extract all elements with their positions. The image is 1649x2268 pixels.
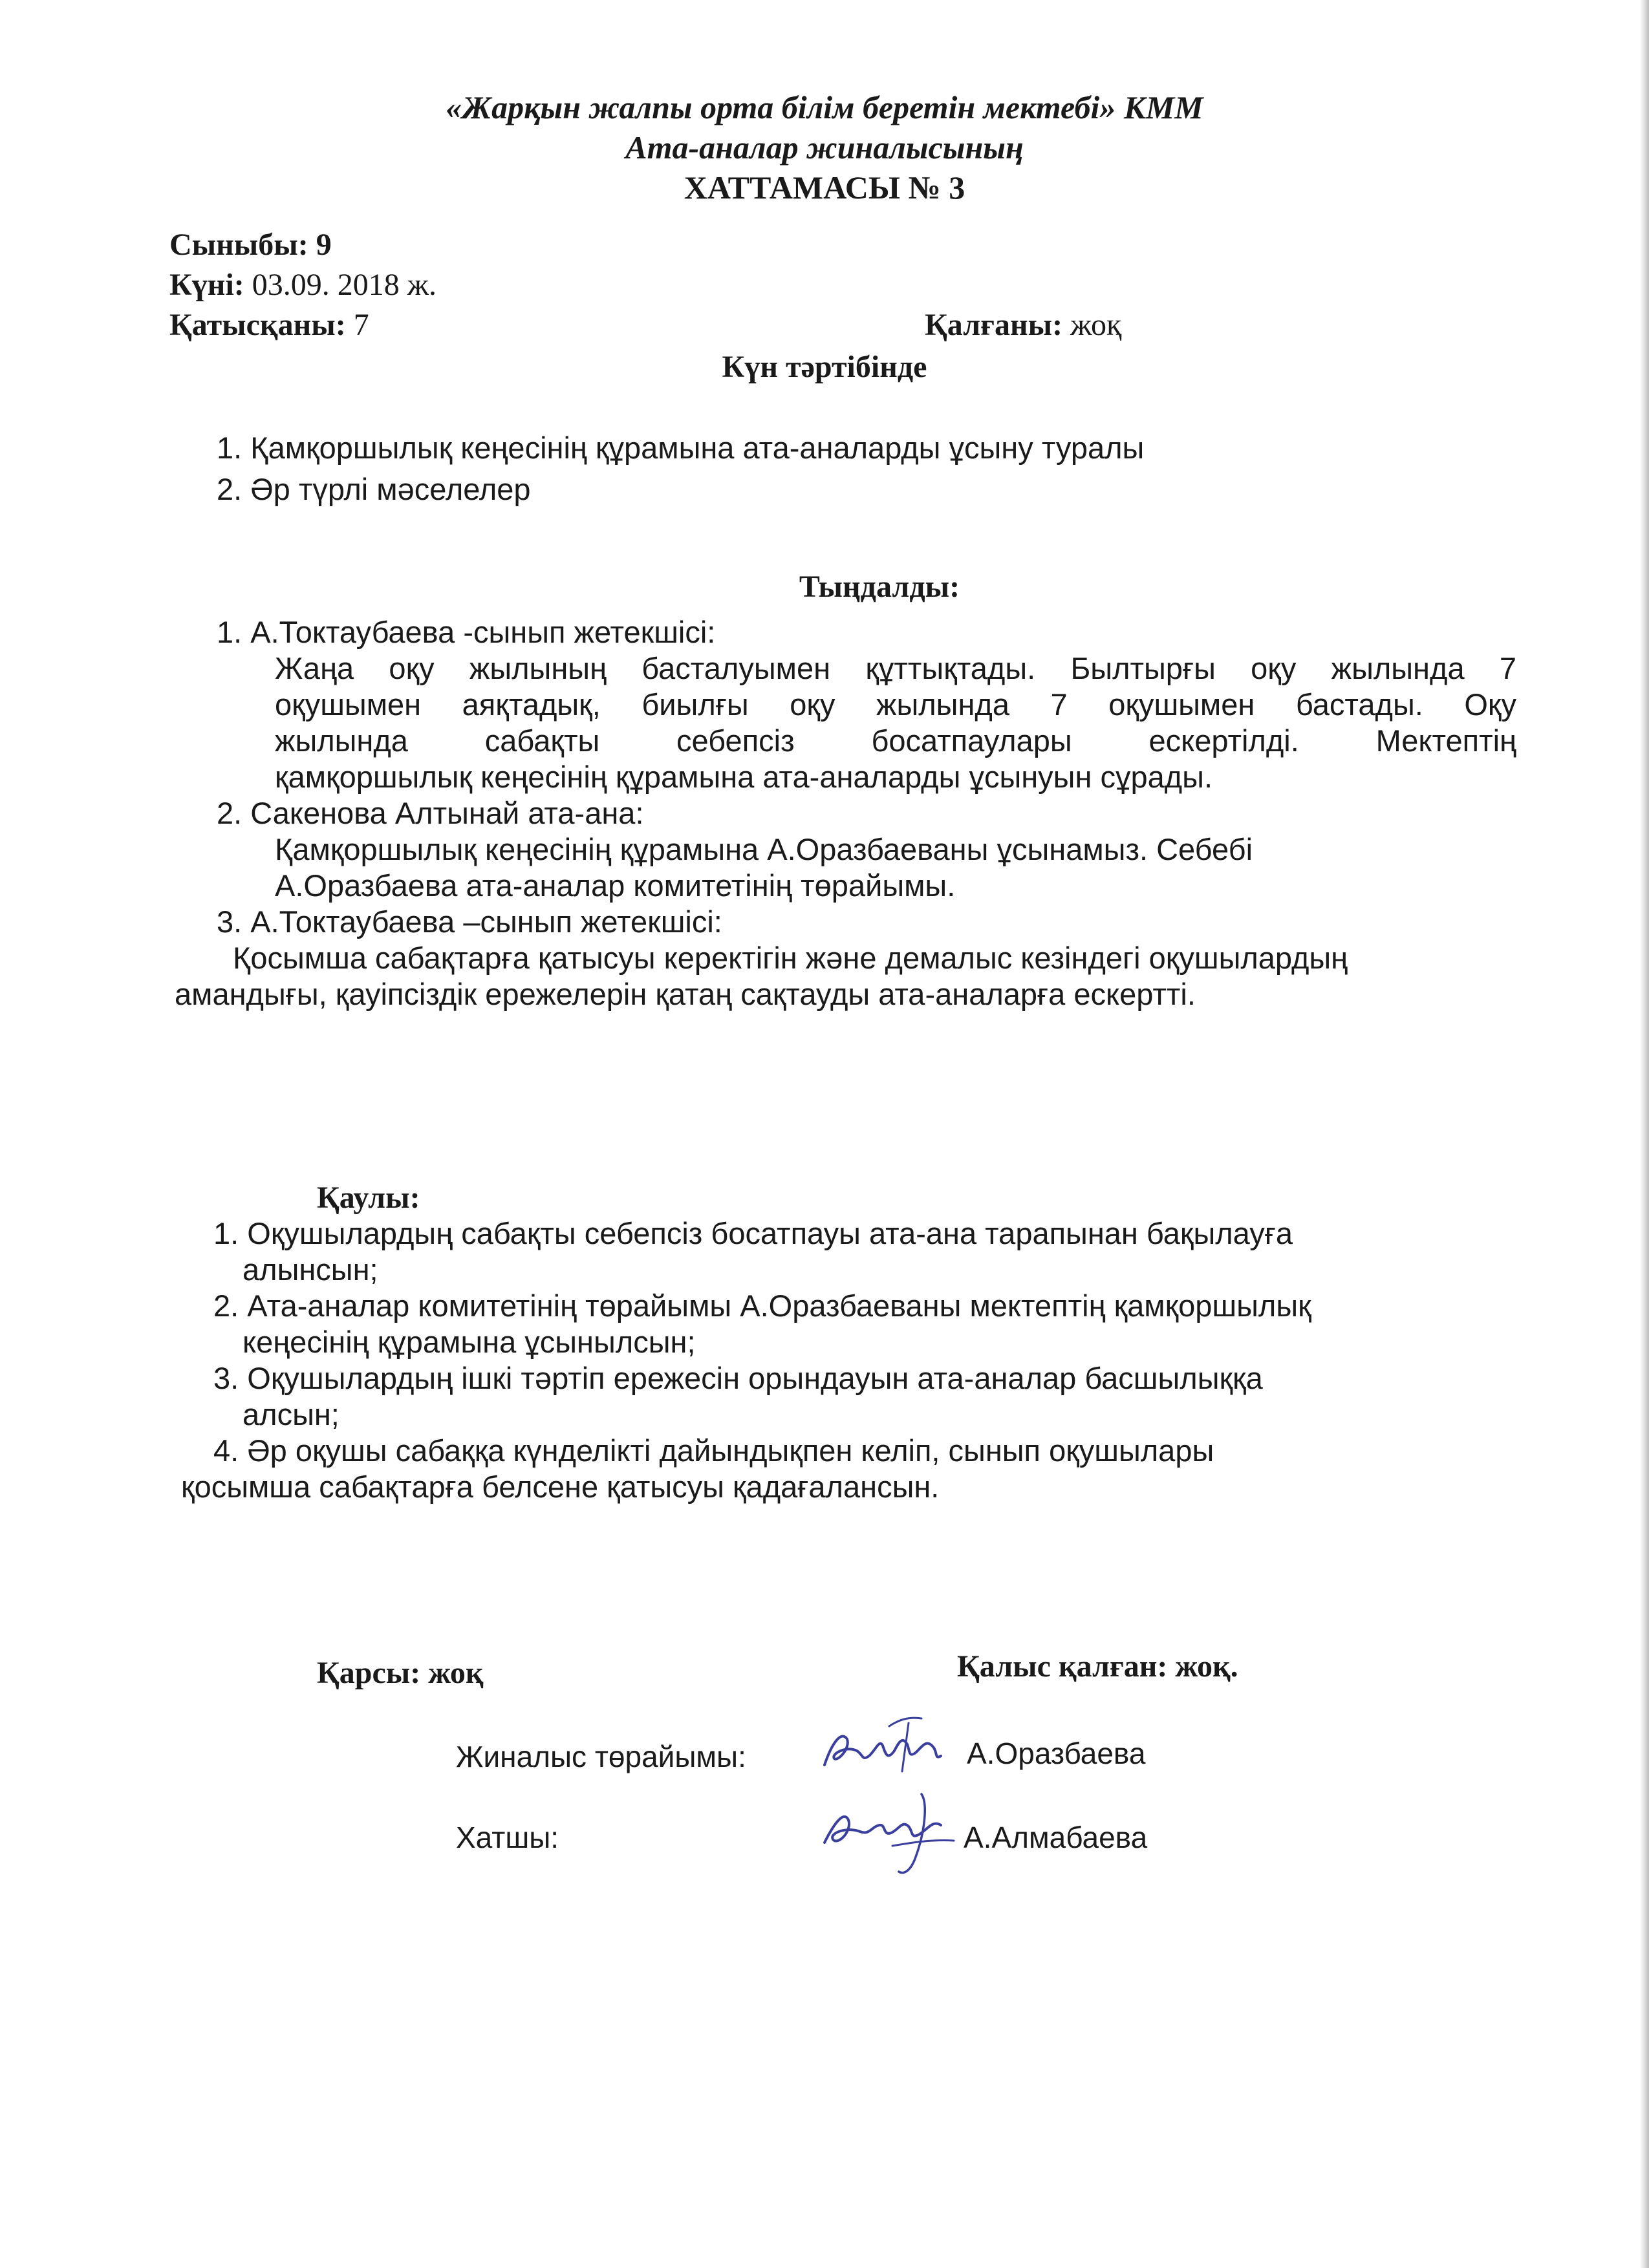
agenda-item: 2. Әр түрлі мәселелер bbox=[217, 472, 531, 506]
agenda-list bbox=[217, 430, 1144, 513]
meeting-title: Ата-аналар жиналысының bbox=[625, 129, 1024, 166]
date-row bbox=[169, 266, 436, 304]
date-label: Күні: bbox=[169, 268, 244, 302]
agenda-heading: Күн тәртібінде bbox=[722, 350, 927, 384]
absent-value: жоқ bbox=[1070, 308, 1122, 342]
agenda-item: 1. Қамқоршылық кеңесінің құрамына ата-аналарды ұсыну туралы bbox=[217, 431, 1145, 465]
absent-label: Қалғаны: bbox=[925, 308, 1063, 342]
speech-line: оқушымен аяқтадық, биылғы оқу жылында 7 оқушымен бастады. Оқу bbox=[275, 687, 1516, 722]
scan-page-edge bbox=[1640, 0, 1649, 2268]
decision-item-cont: алсын; bbox=[242, 1397, 339, 1431]
attended-value: 7 bbox=[353, 308, 369, 342]
speech-line: амандығы, қауіпсіздік ережелерін қатаң сақтауды ата-аналарға ескертті. bbox=[175, 977, 1196, 1011]
decision-item-cont: кеңесінің құрамына ұсынылсын; bbox=[242, 1325, 696, 1359]
speaker-1: 1. А.Токтаубаева -сынып жетекшісі: bbox=[217, 615, 716, 649]
speech-line: қамқоршылық кеңесінің құрамына ата-аналарды ұсынуын сұрады. bbox=[275, 760, 1213, 794]
speech-line: А.Оразбаева ата-аналар комитетінің төрайымы. bbox=[275, 868, 956, 903]
class-label: Сыныбы: bbox=[169, 228, 308, 262]
chair-label: Жиналыс төрайымы: bbox=[456, 1740, 746, 1773]
decision-item-cont: алынсын; bbox=[242, 1252, 378, 1287]
decision-item: 4. Әр оқушы сабаққа күнделікті дайындықпен келіп, сынып оқушылары bbox=[213, 1433, 1214, 1468]
secretary-name: А.Алмабаева bbox=[964, 1821, 1148, 1854]
attended-row bbox=[169, 306, 369, 344]
document-header bbox=[0, 87, 1649, 208]
decision-item: 3. Оқушылардың ішкі тәртіп ережесін орындауын ата-аналар басшылыққа bbox=[213, 1361, 1263, 1395]
class-row bbox=[169, 226, 332, 264]
secretary-signature bbox=[808, 1775, 964, 1885]
school-name: «Жарқын жалпы орта білім беретін мектебі» КММ bbox=[446, 89, 1203, 125]
absent-row bbox=[925, 306, 1121, 344]
decision-item: 2. Ата-аналар комитетінің төрайымы А.Оразбаеваны мектептің қамқоршылық bbox=[213, 1289, 1311, 1323]
class-value: 9 bbox=[316, 228, 332, 262]
protocol-title: ХАТТАМАСЫ № 3 bbox=[684, 169, 965, 206]
speaker-2: 2. Сакенова Алтынай ата-ана: bbox=[217, 796, 644, 830]
votes-abstained: Қалыс қалған: жоқ. bbox=[957, 1649, 1238, 1684]
speech-line: Жаңа оқу жылының басталуымен құттықтады. Былтырғы оқу жылында 7 bbox=[275, 651, 1516, 685]
date-value: 03.09. 2018 ж. bbox=[252, 268, 436, 302]
speech-line: Қосымша сабақтарға қатысуы керектігін және демалыс кезіндегі оқушылардың bbox=[233, 941, 1348, 975]
speaker-3: 3. А.Токтаубаева –сынып жетекшісі: bbox=[217, 904, 722, 939]
chair-name: А.Оразбаева bbox=[967, 1737, 1146, 1770]
heard-list bbox=[175, 614, 1516, 1012]
attended-label: Қатысқаны: bbox=[169, 308, 346, 342]
speech-line: жылында сабақты себепсіз босатпаулары ескертілді. Мектептің bbox=[275, 723, 1516, 758]
decision-heading: Қаулы: bbox=[317, 1181, 420, 1215]
decision-item-cont: қосымша сабақтарға белсене қатысуы қадағалансын. bbox=[181, 1470, 940, 1504]
secretary-label: Хатшы: bbox=[456, 1821, 559, 1854]
speech-line: Қамқоршылық кеңесінің құрамына А.Оразбаеваны ұсынамыз. Себебі bbox=[275, 832, 1253, 866]
votes-against: Қарсы: жоқ bbox=[317, 1656, 484, 1690]
decision-item: 1. Оқушылардың сабақты себепсіз босатпауы ата-ана тарапынан бақылауға bbox=[213, 1216, 1293, 1250]
decision-list bbox=[181, 1215, 1494, 1505]
heard-heading: Тыңдалды: bbox=[799, 570, 960, 604]
